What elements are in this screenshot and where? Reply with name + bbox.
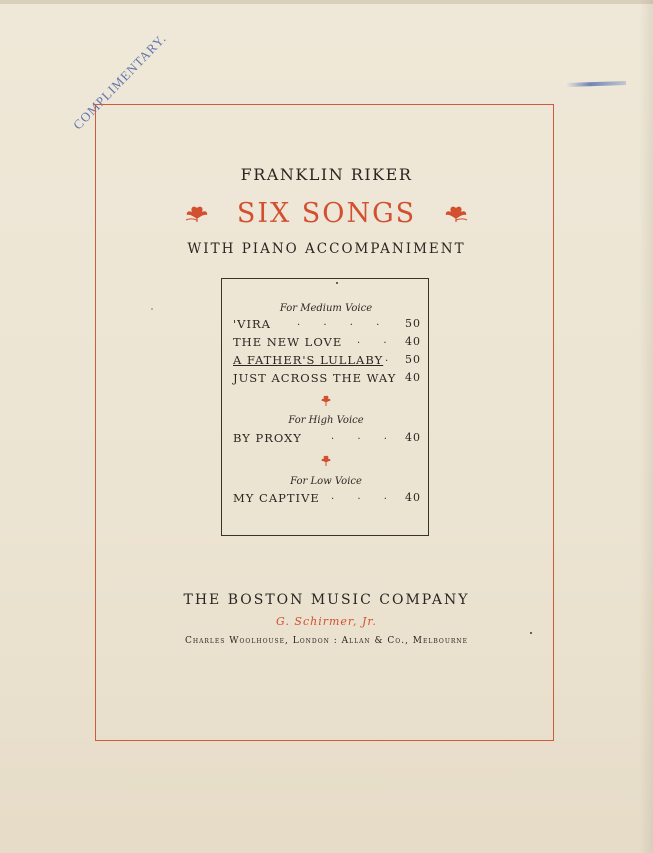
ink-speck [151, 308, 153, 310]
paper-right-shadow [639, 0, 653, 853]
subtitle: WITH PIANO ACCOMPANIMENT [187, 241, 466, 257]
leader-dots: . [385, 353, 399, 364]
medium-voice-heading: For Medium Voice [279, 303, 373, 314]
publisher-name: THE BOSTON MUSIC COMPANY [183, 592, 470, 608]
song-price: 40 [405, 371, 421, 384]
left-flower-ornament-icon [184, 205, 210, 223]
main-title: SIX SONGS [236, 198, 417, 229]
song-row [233, 491, 421, 507]
song-title: MY CAPTIVE [233, 491, 320, 505]
song-title: A FATHER'S LULLABY [233, 353, 384, 367]
foreign-agents: Charles Woolhouse, London : Allan & Co., Melbourne [184, 636, 469, 646]
song-price: 40 [405, 335, 421, 348]
sole-agent: G. Schirmer, Jr. [276, 615, 377, 628]
song-row [233, 353, 421, 369]
ink-speck [530, 632, 532, 634]
leader-dots: . . . [331, 431, 397, 442]
high-voice-heading: For High Voice [288, 415, 364, 426]
song-row [233, 431, 421, 447]
blue-ink-mark [566, 81, 626, 87]
small-flower-ornament-icon [321, 455, 331, 467]
leader-dots: . . [357, 335, 397, 346]
song-list-box [221, 278, 429, 536]
low-voice-heading: For Low Voice [290, 476, 362, 487]
song-title: BY PROXY [233, 431, 302, 445]
song-title: THE NEW LOVE [233, 335, 343, 349]
song-row [233, 371, 421, 387]
leader-dots: . . . [331, 491, 397, 502]
song-price: 50 [405, 317, 421, 330]
song-title: 'VIRA [233, 317, 271, 331]
small-flower-ornament-icon [321, 395, 331, 407]
song-price: 40 [405, 491, 421, 504]
composer-name: FRANKLIN RIKER [240, 165, 413, 184]
song-row [233, 317, 421, 333]
song-title: JUST ACROSS THE WAY [233, 371, 397, 385]
complimentary-stamp: COMPLIMENTARY. [70, 30, 170, 133]
paper-top-edge [0, 0, 653, 4]
ink-speck [336, 282, 338, 284]
song-price: 50 [405, 353, 421, 366]
song-price: 40 [405, 431, 421, 444]
right-flower-ornament-icon [443, 205, 469, 223]
leader-dots: . . . . [297, 317, 390, 328]
song-row [233, 335, 421, 351]
title-row [0, 198, 653, 229]
